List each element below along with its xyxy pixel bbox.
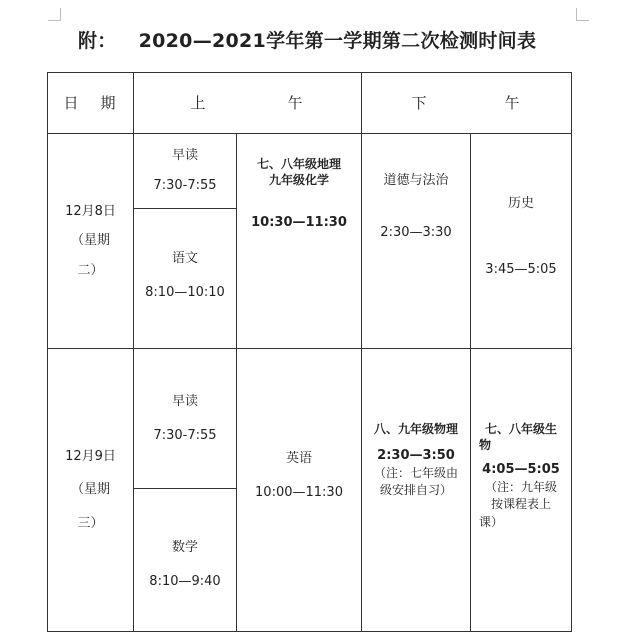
- day1-m1-time: 7:30-7:55: [153, 178, 217, 193]
- day2-m3-subject: 英语: [285, 451, 312, 467]
- header-date: [47, 72, 134, 134]
- day1-geography-chemistry: [236, 133, 362, 349]
- day2-m2-subject: 数学: [171, 540, 198, 556]
- day1-date-line-1: 12月8日: [65, 203, 116, 219]
- day1-date-line-3: 二）: [77, 262, 104, 278]
- day2-a2-note-line-1: （注：九年级: [484, 479, 557, 494]
- day1-m2-time: 8:10—10:10: [145, 284, 225, 300]
- day2-english: [236, 348, 362, 632]
- day2-a2-subject-line-2: 物: [479, 438, 492, 453]
- day2-a2-subject-line-1: 七、八年级生: [484, 422, 557, 436]
- day1-a1-time: 2:30—3:30: [380, 224, 452, 240]
- day2-m1-subject: 早读: [171, 393, 198, 409]
- header-afternoon-char-2: 午: [504, 93, 522, 112]
- header-afternoon-char-1: 下: [411, 93, 429, 112]
- day1-m3-subject-line-2: 九年级化学: [268, 173, 329, 188]
- day2-a2-time: 4:05—5:05: [482, 462, 560, 478]
- day2-date-line-2: （星期: [70, 482, 110, 498]
- day2-morning-reading: [133, 348, 237, 489]
- day2-a1-time: 2:30—3:50: [377, 448, 455, 464]
- day2-a2-note-line-3: 课）: [479, 514, 504, 529]
- day1-morality-law: [361, 133, 471, 349]
- header-date-char-2: 期: [100, 93, 118, 112]
- header-morning-char-2: 午: [287, 93, 305, 112]
- title-text: 2020—2021学年第一学期第二次检测时间表: [138, 30, 537, 52]
- day1-date-line-2: （星期: [70, 233, 110, 249]
- day2-a1-subject: 八、九年级物理: [373, 422, 458, 436]
- header-morning: [133, 72, 362, 134]
- day2-a1-note-line-1: （注：七年级由: [373, 465, 458, 480]
- day1-history: [470, 133, 572, 349]
- day1-m3-subject-line-1: 七、八年级地理: [256, 157, 341, 171]
- day1-a1-subject: 道德与法治: [383, 173, 449, 188]
- day2-math: [133, 488, 237, 632]
- day2-a2-note-line-2: 按课程表上: [490, 497, 551, 512]
- header-date-char-1: 日: [63, 93, 81, 112]
- day2-m3-time: 10:00—11:30: [255, 485, 343, 500]
- day2-m2-time: 8:10—9:40: [149, 574, 221, 589]
- day2-date: [47, 348, 134, 632]
- day1-m1-subject: 早读: [171, 148, 198, 164]
- header-morning-char-1: 上: [190, 93, 208, 112]
- page-corner-mark-left: [48, 8, 61, 21]
- day2-date-line-1: 12月9日: [65, 448, 116, 464]
- day1-a2-time: 3:45—5:05: [485, 262, 557, 277]
- page-corner-mark-right: [576, 8, 589, 21]
- day1-m2-subject: 语文: [171, 250, 198, 266]
- day1-date: [47, 133, 134, 349]
- day2-physics: [361, 348, 471, 632]
- day1-morning-reading: [133, 133, 237, 209]
- day2-biology: [470, 348, 572, 632]
- day2-a1-note-line-2: 级安排自习）: [379, 483, 452, 498]
- day2-m1-time: 7:30-7:55: [153, 427, 217, 443]
- header-afternoon: [361, 72, 572, 134]
- title-prefix: 附：: [78, 30, 117, 52]
- day1-m3-time: 10:30—11:30: [251, 215, 347, 231]
- day2-date-line-3: 三）: [77, 515, 104, 531]
- day1-a2-subject: 历史: [507, 196, 534, 212]
- day1-chinese: [133, 208, 237, 349]
- document-title: [78, 26, 536, 53]
